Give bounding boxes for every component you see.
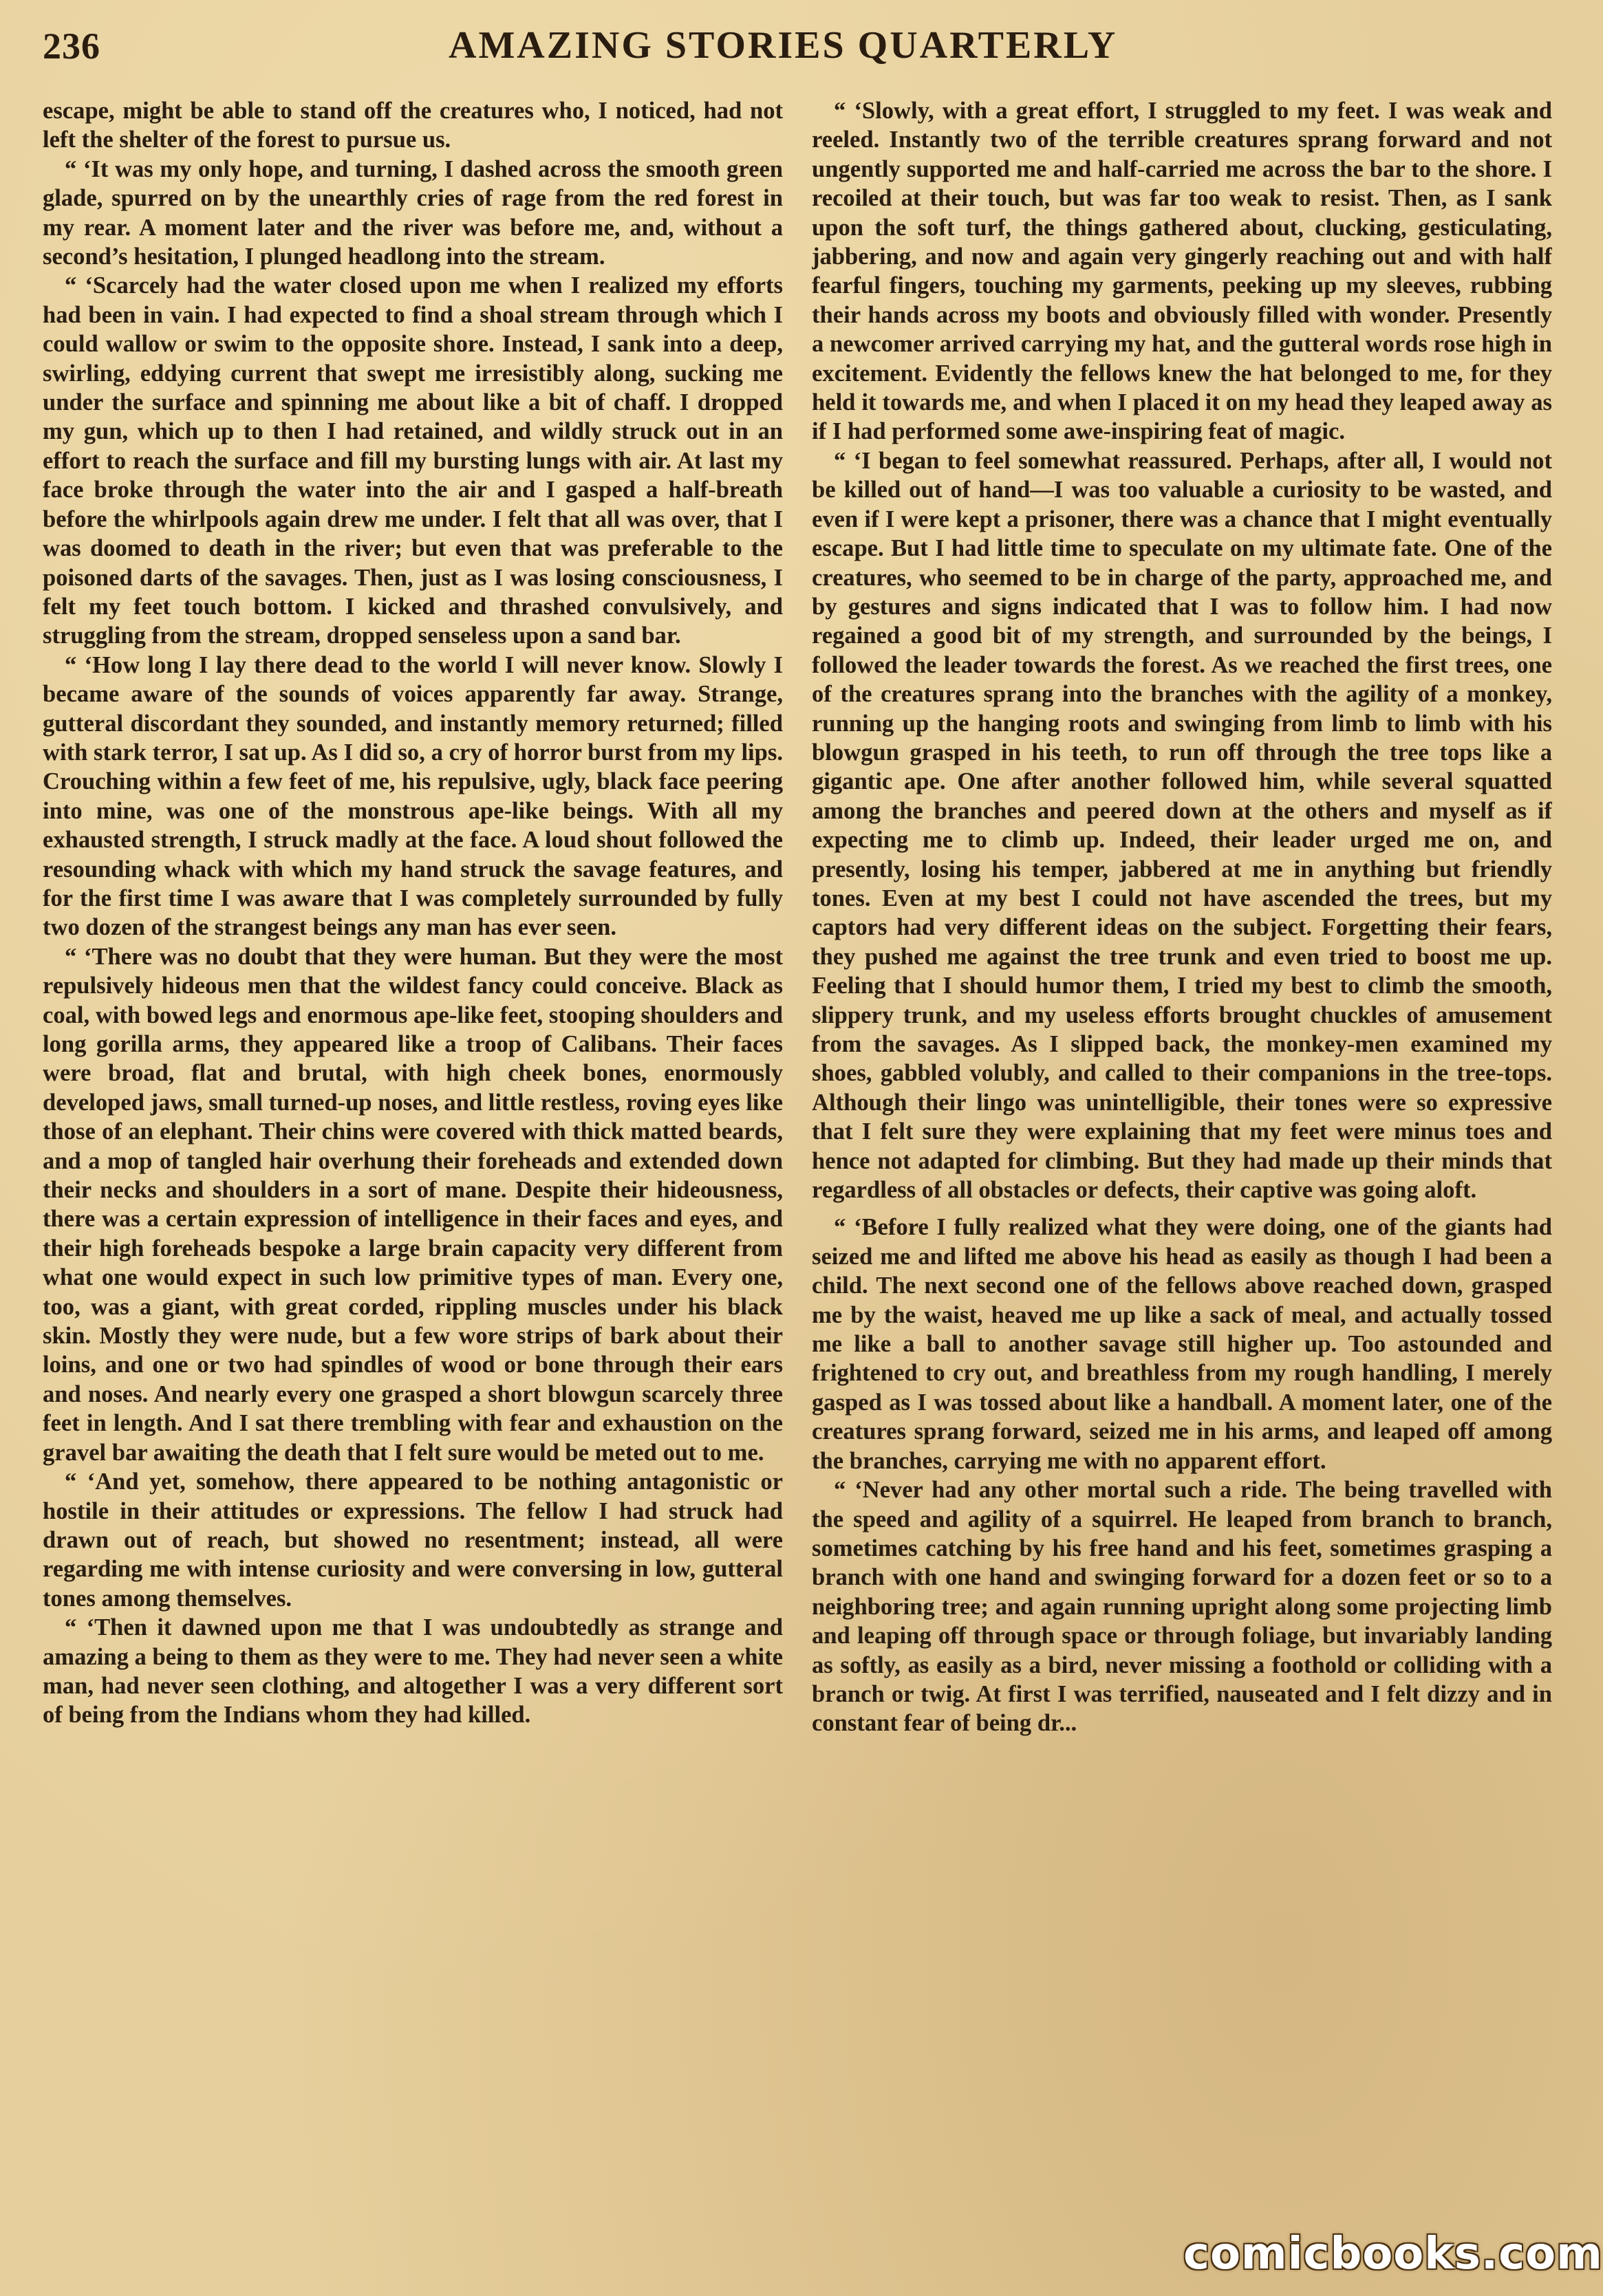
paragraph: “ ‘Slowly, with a great effort, I struggled to my feet. I was weak and reeled. Instantly two of the terrible creatures sprang forward and not ungently supported me and half-carried me across the bar to the shore. I recoiled at their touch, but was far too weak to resist. Then, as I sank upon the soft turf, the things gathered about, clucking, gesticulating, jabbering, and now and again very gingerly reaching out and with half fearful fingers, touching my garments, peeking up my sleeves, rubbing their hands across my boots and obviously filled with wonder. Presently a newcomer arrived carrying my hat, and the gutteral words rose high in excitement. Evidently the fellows knew the hat belonged to me, for they held it towards me, and when I placed it on my head they leaped away as if I had performed some awe-inspiring feat of magic. — [812, 98, 1552, 445]
paragraph: “ ‘There was no doubt that they were human. But they were the most repulsively hideous men that the wildest fancy could conceive. Black as coal, with bowed legs and enormous ape-like feet, stooping shoulders and long gorilla arms, they appeared like a troop of Calibans. Their faces were broad, flat and brutal, with high cheek bones, enormously developed jaws, small turned-up noses, and little restless, roving eyes like those of an elephant. Their chins were covered with thick matted beards, and a mop of tangled hair overhung their foreheads and extended down their necks and shoulders in a sort of mane. Despite their hideousness, there was a certain expression of intelligence in their faces and eyes, and their high foreheads bespoke a large brain capacity very different from what one would expect in such low primitive types of man. Every one, too, was a giant, with great corded, rippling muscles under his black skin. Mostly they were nude, but a few wore strips of bark about their loins, and one or two had spindles of wood or bone through their ears and noses. And nearly every one grasped a short blowgun scarcely three feet in length. And I sat there trembling with fear and exhaustion on the gravel bar awaiting the death that I felt sure would be meted out to me. — [43, 943, 783, 1466]
paragraph: “ ‘Scarcely had the water closed upon me when I realized my efforts had been in vain. I had expected to find a shoal stream through which I could wallow or swim to the opposite shore. Instead, I sank into a deep, swirling, eddying current that swept me irresistibly along, sucking me under the surface and spinning me about like a bit of chaff. I dropped my gun, which up to then I had retained, and wildly struck out in an effort to reach the surface and fill my bursting lungs with air. At last my face broke through the water into the air and I gasped a half-breath before the whirlpools again drew me under. I felt that all was over, that I was doomed to death in the river; but even that was preferable to the poisoned darts of the savages. Then, just as I was losing consciousness, I felt my feet touch bottom. I kicked and thrashed convulsively, and struggling from the stream, dropped senseless upon a sand bar. — [43, 272, 783, 649]
right-column — [812, 96, 1552, 2242]
paragraph: “ ‘How long I lay there dead to the world I will never know. Slowly I became aware of the sounds of voices apparently far away. Strange, gutteral discordant they sounded, and instantly memory returned; filled with stark terror, I sat up. As I did so, a cry of horror burst from my lips. Crouching within a few feet of me, his repulsive, ugly, black face peering into mine, was one of the monstrous ape-like beings. With all my exhausted strength, I struck madly at the face. A loud shout followed the resounding whack with which my hand struck the savage features, and for the first time I was aware that I was completely surrounded by fully two dozen of the strangest beings any man has ever seen. — [43, 651, 783, 941]
paragraph: “ ‘It was my only hope, and turning, I dashed across the smooth green glade, spurred on by the unearthly cries of rage from the red forest in my rear. A moment later and the river was before me, and, without a second’s hesitation, I plunged headlong into the stream. — [43, 155, 783, 270]
site-watermark: comicbooks.com — [1183, 2229, 1603, 2279]
paragraph: escape, might be able to stand off the creatures who, I noticed, had not left the shelter of the forest to pursue us. — [43, 98, 783, 153]
running-title: AMAZING STORIES QUARTERLY — [449, 24, 1118, 67]
paragraph: “ ‘And yet, somehow, there appeared to be nothing antagonistic or hostile in their attitudes or expressions. The fellow I had struck had drawn out of reach, but showed no resentment; instead, all were regarding me with intense curiosity and were conversing in low, gutteral tones among themselves. — [43, 1469, 783, 1612]
paragraph: “ ‘Before I fully realized what they were doing, one of the giants had seized me and lifted me above his head as easily as though I had been a child. The next second one of the fellows above reached down, grasped me by the waist, heaved me up like a sack of meal, and actually tossed me like a ball to another savage still higher up. Too astounded and frightened to cry out, and breathless from my rough handling, I merely gasped as I was tossed about like a handball. A moment later, one of the creatures sprang forward, seized me in his arms, and leaped off among the branches, carrying me with no apparent effort. — [812, 1214, 1552, 1474]
paragraph: “ ‘Never had any other mortal such a ride. The being travelled with the speed and agility of a squirrel. He leaped from branch to branch, sometimes catching by his free hand and his feet, sometimes grasping a branch with one hand and swinging forward for a dozen feet or so to a neighboring tree; and again running upright along some projecting limb and leaping off through space or through foliage, but invariably landing as softly, as easily as a bird, never missing a foothold or colliding with a branch or twig. At first I was terrified, nauseated and I felt dizzy and in constant fear of being dr... — [812, 1477, 1552, 1737]
page-header — [43, 21, 1570, 76]
paragraph: “ ‘I began to feel somewhat reassured. Perhaps, after all, I would not be killed out of hand—I was too valuable a curiosity to be wasted, and even if I were kept a prisoner, there was a chance that I might eventually escape. But I had little time to speculate on my ultimate fate. One of the creatures, who seemed to be in charge of the party, approached me, and by gestures and signs indicated that I was to follow him. I had now regained a good bit of my strength, and surrounded by the beings, I followed the leader towards the forest. As we reached the first trees, one of the creatures sprang into the branches with the agility of a monkey, running up the hanging roots and swinging from limb to limb with his blowgun grasped in his teeth, to run off through the tree tops like a gigantic ape. One after another followed him, while several squatted among the branches and peered down at the others and myself as if expecting me to climb up. Indeed, their leader urged me on, and presently, losing his temper, jabbered at me in anything but friendly tones. Even at my best I could not have ascended the trees, but my captors had very different ideas on the subject. Forgetting their fears, they pushed me against the tree trunk and even tried to boost me up. Feeling that I should humor them, I tried my best to climb the smooth, slippery trunk, and my useless efforts brought chuckles of amusement from the savages. As I slipped back, the monkey-men examined my shoes, gabbled volubly, and called to their companions in the tree-tops. Although their lingo was unintelligible, their tones were so expressive that I felt sure they were explaining that my feet were minus toes and hence not adapted for climbing. But they had made up their minds that regardless of all obstacles or defects, their captive was going aloft. — [812, 447, 1552, 1204]
page-number: 236 — [43, 25, 100, 67]
left-column — [43, 96, 783, 2242]
paragraph: “ ‘Then it dawned upon me that I was undoubtedly as strange and amazing a being to them as they were to me. They had never seen a white man, had never seen clothing, and altogether I was a very different sort of being from the Indians whom they had killed. — [43, 1614, 783, 1729]
